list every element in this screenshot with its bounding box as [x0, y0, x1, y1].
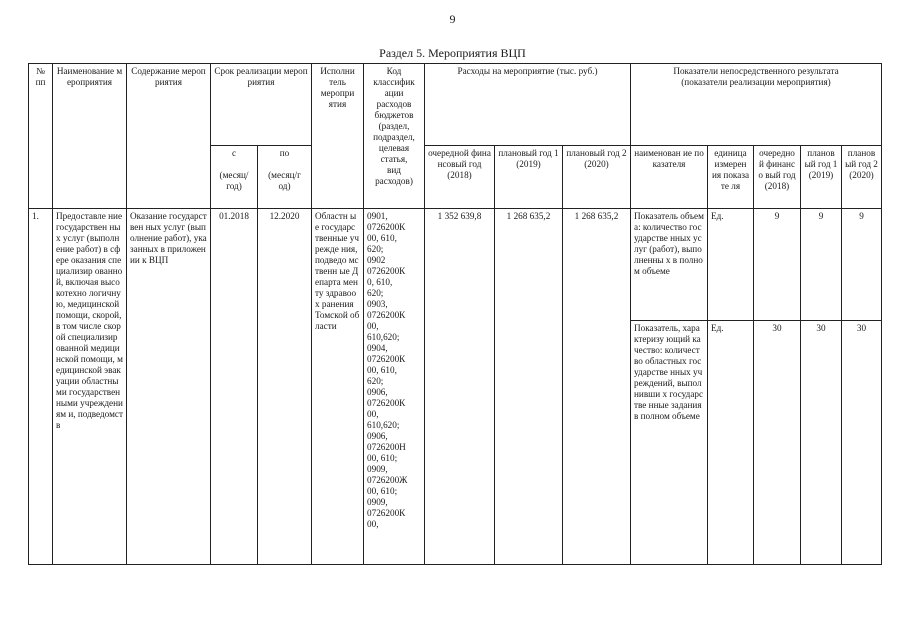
header-ind-current: очередно й финансо вый год (2018)	[754, 146, 801, 209]
indicator-2-plan1: 30	[801, 321, 842, 565]
indicator-2-name: Показатель, характеризу ющий качество: количество областных государстве нных учреждений, выполнивши х государстве нные задания в полном объеме	[631, 321, 708, 565]
row-num: 1.	[29, 209, 53, 565]
header-indicators: Показатели непосредственного результата (показатели реализации мероприятия)	[631, 64, 882, 146]
header-period-to: по (месяц/г од)	[258, 146, 312, 209]
header-exp-plan1: плановый год 1 (2019)	[495, 146, 563, 209]
header-exp-plan2: плановый год 2 (2020)	[563, 146, 631, 209]
activities-table	[28, 63, 882, 565]
header-period: Срок реализации мероприятия	[211, 64, 312, 146]
header-ind-unit: единица измерен ия показате ля	[708, 146, 754, 209]
row-exp-current: 1 352 639,8	[425, 209, 495, 565]
indicator-2-unit: Ед.	[708, 321, 754, 565]
indicator-1-name: Показатель объема: количество государстве нных услуг (работ), выполненны х в полном объеме	[631, 209, 708, 321]
header-ind-plan2: планов ый год 2 (2020)	[842, 146, 882, 209]
indicator-1-unit: Ед.	[708, 209, 754, 321]
section-title: Раздел 5. Мероприятия ВЦП	[379, 46, 526, 60]
indicator-1-plan2: 9	[842, 209, 882, 321]
header-exp-current: очередной финансовый год (2018)	[425, 146, 495, 209]
row-content: Оказание государствен ных услуг (выполнение работ), указанных в приложении к ВЦП	[127, 209, 211, 565]
header-ind-plan1: планов ый год 1 (2019)	[801, 146, 842, 209]
row-name: Предоставле ние государствен ных услуг (выполнение работ) в сфере оказания специализир ованной, включая высокотехно логичную, медицинской помощи, скорой, в том числе скорой специализир ованной медицинской помощи, медицинской эвакуации областными государствен ными учреждениям и, подведомств	[53, 209, 127, 565]
page-number: 9	[449, 12, 456, 26]
indicator-1-current: 9	[754, 209, 801, 321]
indicator-2-plan2: 30	[842, 321, 882, 565]
row-exp-plan2: 1 268 635,2	[563, 209, 631, 565]
table-row	[29, 209, 882, 321]
header-name: Наименование мероприятия	[53, 64, 127, 209]
header-executor: Исполни тель меропри ятия	[312, 64, 364, 209]
row-code: 0901, 0726200К 00, 610, 620; 0902 0726200К 0, 610, 620; 0903, 0726200К 00, 610,620; 0904, 0726200К 00, 610, 620; 0906, 0726200К 00, 610,620; 0906, 0726200Н 00, 610; 0909, 0726200Ж 00, 610; 0909, 0726200К 00,	[364, 209, 425, 565]
row-from: 01.2018	[211, 209, 258, 565]
header-content: Содержание мероприятия	[127, 64, 211, 209]
header-num: № пп	[29, 64, 53, 209]
header-period-from: с (месяц/ год)	[211, 146, 258, 209]
header-ind-name: наименован ие показателя	[631, 146, 708, 209]
row-exp-plan1: 1 268 635,2	[495, 209, 563, 565]
header-code: Код классифик ации расходов бюджетов (раздел, подраздел, целевая статья, вид расходов)	[364, 64, 425, 209]
indicator-1-plan1: 9	[801, 209, 842, 321]
indicator-2-current: 30	[754, 321, 801, 565]
header-expenses: Расходы на мероприятие (тыс. руб.)	[425, 64, 631, 146]
row-to: 12.2020	[258, 209, 312, 565]
row-executor: Областн ые государс твенные учрежде ния, подведо мственн ые Департа менту здравоох ранения Томской области	[312, 209, 364, 565]
header-row-1	[29, 64, 882, 146]
